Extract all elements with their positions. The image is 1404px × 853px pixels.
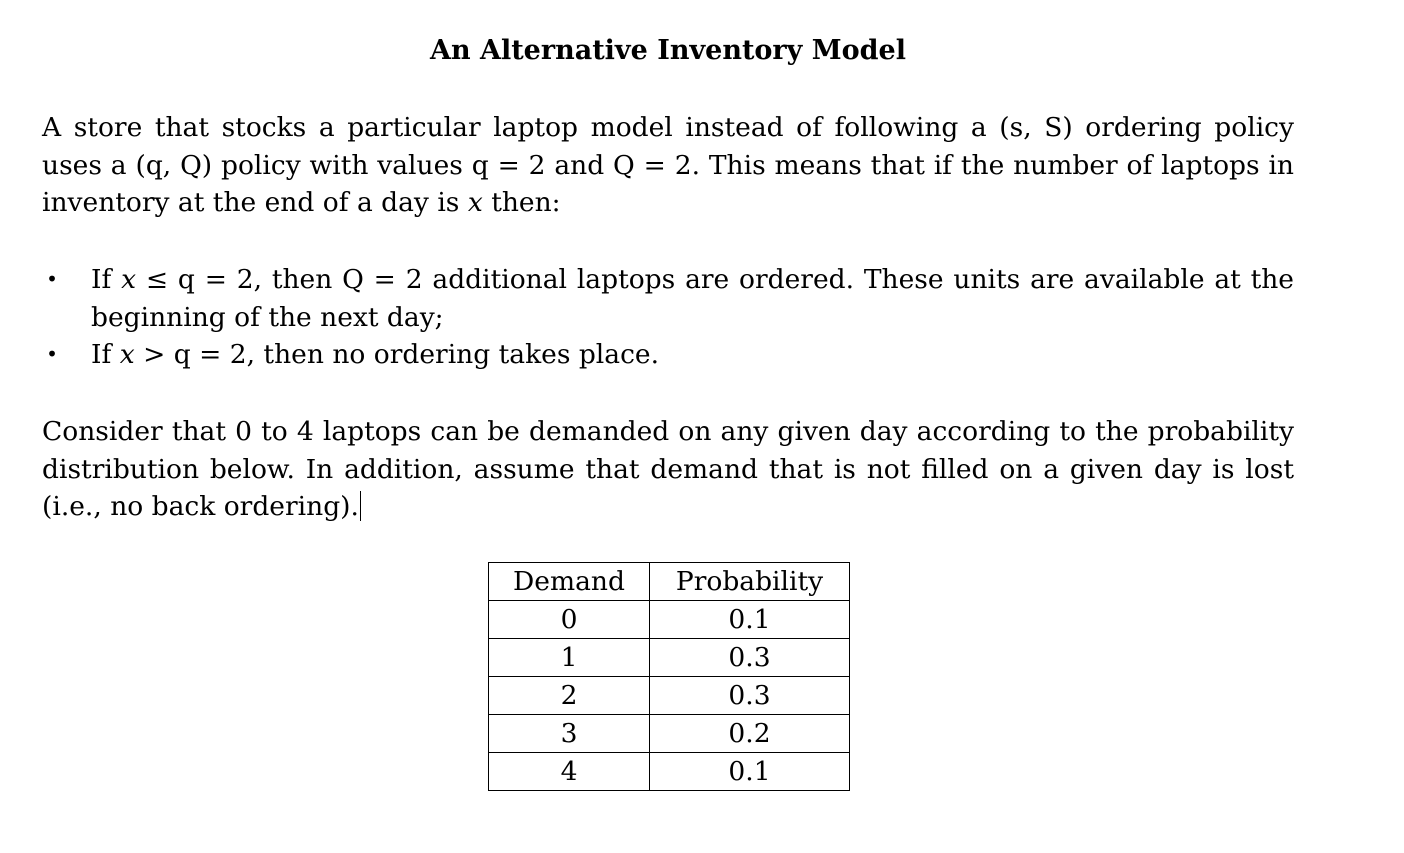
- bullet-item-order: [42, 261, 1294, 336]
- policy-bullet-list: [42, 261, 1294, 374]
- variable-x: x: [121, 264, 137, 295]
- table-row: [489, 639, 850, 677]
- bullet-lead: If: [91, 339, 120, 370]
- bullet-item-no-order: [42, 336, 1294, 374]
- intro-paragraph: [42, 109, 1294, 222]
- bullet-text: ≤ q = 2, then Q = 2 additional laptops are ordered. These units are available at the beginning of the next day;: [91, 264, 1294, 333]
- demand-paragraph[interactable]: [42, 413, 1294, 526]
- text-cursor: [360, 491, 362, 521]
- table-header-row: [489, 563, 850, 601]
- table-cell-demand: 4: [489, 753, 650, 791]
- table-cell-probability: 0.1: [650, 753, 850, 791]
- variable-x: x: [467, 187, 483, 218]
- document-title: An Alternative Inventory Model: [430, 35, 906, 66]
- table-row: [489, 715, 850, 753]
- table-cell-probability: 0.3: [650, 639, 850, 677]
- table-cell-demand: 3: [489, 715, 650, 753]
- demand-text: Consider that 0 to 4 laptops can be demanded on any given day according to the probability distribution below. In addition, assume that demand that is not filled on a given day is lost (i.e., no back ordering).: [42, 416, 1294, 522]
- table-cell-demand: 1: [489, 639, 650, 677]
- demand-probability-table: [488, 562, 850, 791]
- variable-x: x: [119, 339, 135, 370]
- table-cell-demand: 2: [489, 677, 650, 715]
- table-header-probability: Probability: [650, 563, 850, 601]
- table-row: [489, 601, 850, 639]
- table-header-demand: Demand: [489, 563, 650, 601]
- bullet-text: > q = 2, then no ordering takes place.: [134, 339, 660, 370]
- table-cell-probability: 0.3: [650, 677, 850, 715]
- table-cell-demand: 0: [489, 601, 650, 639]
- table-row: [489, 677, 850, 715]
- table-cell-probability: 0.2: [650, 715, 850, 753]
- bullet-icon: •: [46, 342, 58, 366]
- table-cell-probability: 0.1: [650, 601, 850, 639]
- intro-text-end: then:: [482, 187, 561, 218]
- intro-text: A store that stocks a particular laptop model instead of following a (s, S) ordering policy uses a (q, Q) policy with values q = 2 and Q = 2. This means that if the number of laptops in inventory at the end of a day is: [42, 112, 1294, 218]
- table-row: [489, 753, 850, 791]
- bullet-icon: •: [46, 267, 58, 291]
- bullet-lead: If: [91, 264, 122, 295]
